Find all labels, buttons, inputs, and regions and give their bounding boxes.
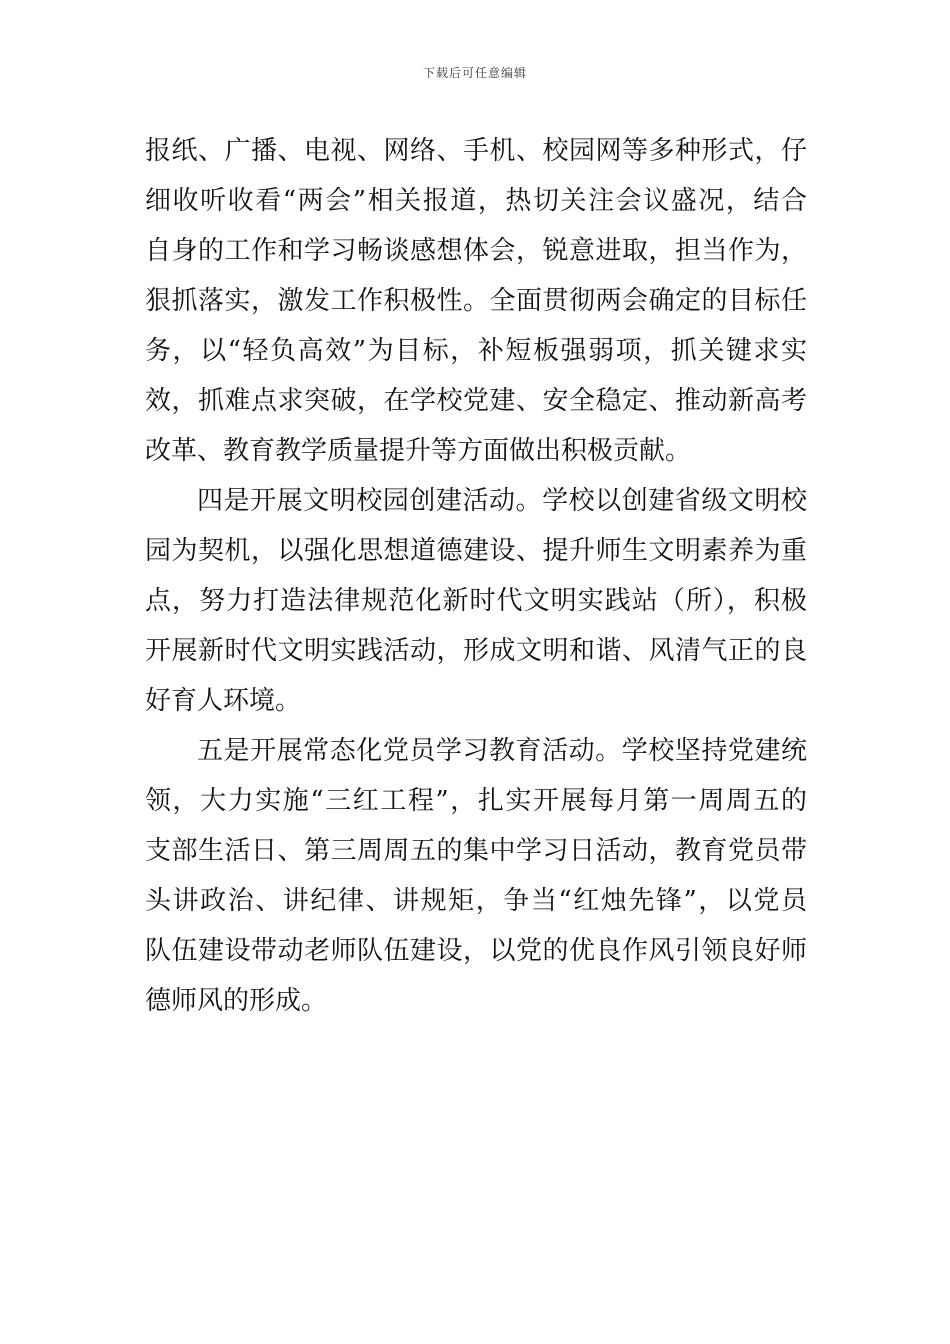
text-line: 效，抓难点求突破，在学校党建、安全稳定、推动新高考 [145, 386, 807, 416]
text-line: 支部生活日、第三周周五的集中学习日活动，教育党员带 [145, 836, 807, 866]
text-line: 四是开展文明校园创建活动。学校以创建省级文明校 [197, 486, 807, 516]
text-line: 自身的工作和学习畅谈感想体会，锐意进取，担当作为， [145, 236, 807, 266]
text-line: 园为契机，以强化思想道德建设、提升师生文明素养为重 [145, 536, 807, 566]
text-line: 报纸、广播、电视、网络、手机、校园网等多种形式，仔 [145, 136, 807, 166]
text-line: 头讲政治、讲纪律、讲规矩，争当“红烛先锋”，以党员 [145, 886, 807, 916]
text-line: 队伍建设带动老师队伍建设，以党的优良作风引领良好师 [145, 936, 807, 966]
text-line: 领，大力实施“三红工程”，扎实开展每月第一周周五的 [145, 786, 807, 816]
document-body [145, 126, 807, 1026]
text-line: 开展新时代文明实践活动，形成文明和谐、风清气正的良 [145, 636, 807, 666]
text-line: 狠抓落实，激发工作积极性。全面贯彻两会确定的目标任 [145, 286, 807, 316]
text-line: 细收听收看“两会”相关报道，热切关注会议盛况，结合 [145, 186, 807, 216]
text-line: 五是开展常态化党员学习教育活动。学校坚持党建统 [197, 736, 807, 766]
page-header: 下载后可任意编辑 [422, 66, 527, 80]
paragraph-3 [145, 726, 807, 1026]
text-line: 德师风的形成。 [145, 986, 328, 1016]
text-line: 好育人环境。 [145, 686, 302, 716]
paragraph-2 [145, 476, 807, 726]
text-line: 改革、教育教学质量提升等方面做出积极贡献。 [145, 436, 692, 466]
paragraph-1 [145, 126, 807, 476]
text-line: 务，以“轻负高效”为目标，补短板强弱项，抓关键求实 [145, 336, 807, 366]
text-line: 点，努力打造法律规范化新时代文明实践站（所），积极 [145, 586, 807, 616]
